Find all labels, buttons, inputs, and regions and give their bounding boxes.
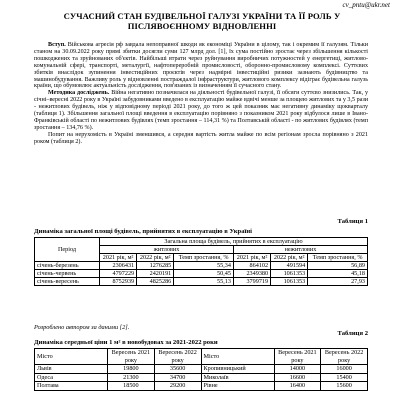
table1-col-header: 2021 рік, м² [100, 254, 137, 262]
table-cell: 8752939 [100, 278, 137, 286]
table-cell: 14000 [274, 365, 321, 374]
table-cell: 2349380 [233, 270, 270, 278]
paper-title: СУЧАСНИЙ СТАН БУДІВЕЛЬНОЇ ГАЛУЗІ УКРАЇНИ ТА ЇЇ РОЛЬ У ПІСЛЯВОЄННОМУ ВІДНОВЛЕННІ [63, 11, 341, 31]
intro-paragraph [34, 42, 368, 90]
table-cell: 16000 [321, 365, 368, 374]
table-cell: 4797229 [100, 270, 137, 278]
table-cell: Полтава [35, 382, 108, 391]
table-cell: Одеса [35, 373, 108, 382]
table1-col-header: 2022 рік, м² [271, 254, 308, 262]
table2-col-header: Місто [201, 349, 274, 365]
table-cell: 21300 [108, 373, 155, 382]
table-row [35, 270, 368, 278]
table-cell: 15600 [321, 382, 368, 391]
table-cell: 56,89 [308, 262, 368, 270]
table1-col-header: 2022 рік, м² [137, 254, 174, 262]
table2-col-header: Вересень 2021 року [274, 349, 321, 365]
table1-sub-header: житлових [100, 246, 234, 254]
table2-col-header: Вересень 2021 року [108, 349, 155, 365]
table1-name: Динаміка загальної площі будівель, прийнятих в експлуатацію в Україні [34, 228, 252, 235]
table-row [35, 278, 368, 286]
table-cell: 491594 [271, 262, 308, 270]
table-cell: 34700 [154, 373, 201, 382]
table-cell: 18500 [108, 382, 155, 391]
table-row [35, 382, 368, 391]
table-row [35, 365, 368, 374]
table1-sub-header: нежитлових [233, 246, 367, 254]
method-paragraph [34, 90, 368, 131]
table-cell: 19800 [108, 365, 155, 374]
table2-name: Динаміка середньої ціни 1 м² в новобудовах за 2021-2022 роки [34, 339, 218, 346]
table2-header-row [35, 349, 368, 365]
table-cell: 55,13 [174, 278, 234, 286]
table-cell: Кропивницький [201, 365, 274, 374]
table-cell: 4825286 [137, 278, 174, 286]
table2-col-header: Вересень 2022 року [321, 349, 368, 365]
table-cell: 1276285 [137, 262, 174, 270]
table1 [34, 237, 368, 286]
para3: Попит на нерухомість в Україні зменшився, а середня вартість житла майже по всім регіонам зросла порівняно з 2021 роком (таблиця 2). [34, 131, 368, 145]
table-cell: 50,45 [174, 270, 234, 278]
table-cell: 3799719 [233, 278, 270, 286]
table1-note: Розроблено автором за даними [2]. [34, 324, 130, 331]
table-cell: 864102 [233, 262, 270, 270]
method-label: Методика досліджень. [48, 90, 110, 97]
table-cell: Миколаїв [201, 373, 274, 382]
table-cell: 2306431 [100, 262, 137, 270]
table2-caption: Таблиця 2 [337, 330, 368, 337]
table-cell: 1061353 [271, 270, 308, 278]
table2 [34, 348, 368, 391]
table1-period-header: Період [35, 238, 100, 262]
table-cell: 29200 [154, 382, 201, 391]
table-row [35, 373, 368, 382]
table-cell: Львів [35, 365, 108, 374]
table-cell: Рівне [201, 382, 274, 391]
table2-col-header: Місто [35, 349, 108, 365]
paper-body [34, 42, 368, 146]
table-cell: 1061353 [271, 278, 308, 286]
table1-col-header: Темп зростання, % [174, 254, 234, 262]
table-cell: 35600 [154, 365, 201, 374]
table-cell: січень-вересень [35, 278, 100, 286]
table-cell: 55,34 [174, 262, 234, 270]
intro-label: Вступ. [48, 42, 66, 48]
author-email: cv_pntu@ukr.net [342, 1, 390, 9]
table-cell: 2420191 [137, 270, 174, 278]
table1-group-header: Загальна площа будівель, прийнятих в експлуатацію [100, 238, 368, 246]
table-cell: 27,93 [308, 278, 368, 286]
table-cell: 16600 [274, 373, 321, 382]
method-text: Війна негативно позначилася на діяльності будівельної галузі, її обсяги суттєво знизились. Так, у січні–вересні 2022 року в Україні забудовниками введено в експлуатацію майже вдвічі менше за площею житлових та у 3,5 рази - нежитлових будівель, ніж у відповідному періоді 2021 року, до того ж цей показник має негативну динаміку щокварталу (таблиця 1). Збільшення загальної площі введення в експлуатацію порівняно з показником 2021 року відбулося лише в Івано-Франківській області по нежитлових будівлях (темп зростання – 114,31 %) та Полтавській області - по житлових будівлях (темп зростання – 134,76 %). [34, 90, 368, 131]
table-cell: 15400 [321, 373, 368, 382]
table1-col-header: Темп зростання, % [308, 254, 368, 262]
table-row [35, 262, 368, 270]
table-cell: 45,18 [308, 270, 368, 278]
table-cell: січень-березень [35, 262, 100, 270]
intro-text: Військова агресія рф завдала непоправної шкоди як економіці України в цілому, так і окремим її галузям. Тільки станом на 30.09.2022 року прямі збитки досягли суми 127 млрд дол. [1], їх сума постійно зростає через збільшення кількості пошкоджених та зруйнованих об'єктів. Найбільші втрати через руйнування виробничих потужностей у енергетиці, житлово-комунальній сфері, транспорті, металургії, нафтопереробній промисловості, оборонно-промисловому комплексі. Суттєвих збитків внаслідок зупинення інвестиційних проєктів через надмірні інвестиційні ризики зазнають будівництво та машинобудування. Важливу роль у відновленні постраждалої інфраструктури, житлового комплексу відіграє будівельна галузь країни, що обумовлює актуальність дослідження, пов'язаних із визначенням її сучасного стану. [34, 42, 368, 90]
table1-caption: Таблиця 1 [337, 218, 368, 225]
table2-col-header: Вересень 2022 року [154, 349, 201, 365]
table-cell: 16400 [274, 382, 321, 391]
table1-col-header: 2021 рік, м² [233, 254, 270, 262]
table-cell: січень-червень [35, 270, 100, 278]
